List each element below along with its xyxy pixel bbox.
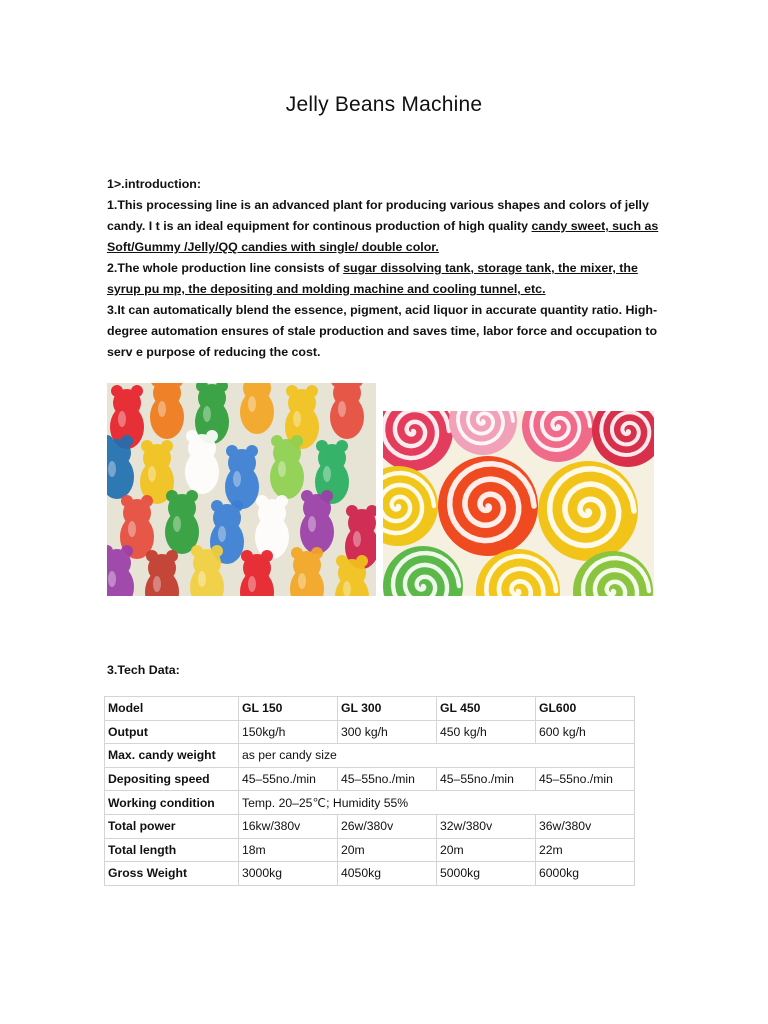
table-row (105, 767, 635, 791)
table-cell: Temp. 20–25℃; Humidity 55% (239, 791, 635, 815)
table-cell: GL 300 (338, 697, 437, 721)
intro-paragraph-3: 3.It can automatically blend the essence, pigment, acid liquor in accurate quantity ratio. High-degree automation ensures of stale production and saves time, labor force and occupation to serv e purpose of reducing the cost. (107, 303, 658, 359)
table-cell: Model (105, 697, 239, 721)
gummy-bear (185, 430, 219, 494)
gummy-bear (240, 383, 274, 434)
table-cell: 20m (338, 838, 437, 862)
table-row (105, 744, 635, 768)
gummy-bear (145, 550, 179, 596)
table-row (105, 814, 635, 838)
intro-paragraph-2 (107, 258, 667, 300)
table-cell: 300 kg/h (338, 720, 437, 744)
spiral-candy (438, 456, 538, 556)
table-cell: 5000kg (437, 862, 536, 886)
table-cell: 45–55no./min (536, 767, 635, 791)
table-cell: 20m (437, 838, 536, 862)
intro-p2-underlined: sugar dissolving tank, storage tank, the mixer, the syrup pu mp, the depositing and molding machine and cooling tunnel, etc. (107, 261, 638, 296)
table-cell: 150kg/h (239, 720, 338, 744)
intro-p2-text: 2.The whole production line consists of (107, 261, 344, 275)
introduction-heading: 1>.introduction: (107, 177, 201, 191)
table-row (105, 720, 635, 744)
gummy-bear (150, 383, 184, 439)
table-cell: 32w/380v (437, 814, 536, 838)
table-cell: 26w/380v (338, 814, 437, 838)
table-cell: GL 150 (239, 697, 338, 721)
spiral-candy (538, 461, 638, 561)
table-cell: Output (105, 720, 239, 744)
table-cell: Max. candy weight (105, 744, 239, 768)
document-title: Jelly Beans Machine (285, 93, 483, 116)
table-cell: Total length (105, 838, 239, 862)
table-cell: Depositing speed (105, 767, 239, 791)
gummy-bear (240, 550, 274, 596)
gummy-bear (255, 495, 289, 559)
gummy-bear (225, 445, 259, 509)
gummy-bear (270, 435, 304, 499)
table-cell: 4050kg (338, 862, 437, 886)
gummy-bear (165, 490, 199, 554)
table-cell: 450 kg/h (437, 720, 536, 744)
table-cell: GL 450 (437, 697, 536, 721)
table-cell: 45–55no./min (437, 767, 536, 791)
gummy-bear (290, 547, 324, 596)
table-cell: Gross Weight (105, 862, 239, 886)
table-cell: 45–55no./min (239, 767, 338, 791)
table-cell: 22m (536, 838, 635, 862)
spiral-candies-image (383, 411, 654, 596)
gummy-bear (107, 435, 134, 499)
gummy-bear (300, 490, 334, 554)
table-cell: 36w/380v (536, 814, 635, 838)
tech-data-heading: 3.Tech Data: (107, 663, 180, 677)
table-row (105, 862, 635, 886)
tech-data-table (104, 696, 635, 886)
intro-paragraph-1 (107, 195, 667, 258)
table-cell: 18m (239, 838, 338, 862)
table-cell: GL600 (536, 697, 635, 721)
gummy-bear (335, 555, 369, 596)
table-row (105, 838, 635, 862)
table-cell: 3000kg (239, 862, 338, 886)
intro-p1-underlined: candy sweet, such as Soft/Gummy /Jelly/QQ candies with single/ double color. (107, 219, 659, 254)
table-cell: Working condition (105, 791, 239, 815)
gummy-bears-image (107, 383, 376, 596)
introduction-section (107, 174, 667, 363)
table-cell: as per candy size (239, 744, 635, 768)
gummy-bear (330, 383, 364, 439)
table-cell: 6000kg (536, 862, 635, 886)
table-cell: 600 kg/h (536, 720, 635, 744)
table-cell: 45–55no./min (338, 767, 437, 791)
table-row (105, 791, 635, 815)
table-row (105, 697, 635, 721)
intro-p1-text: 1.This processing line is an advanced plant for producing various shapes and colors of jelly candy. I t is an ideal equipment for continous production of high quality (107, 198, 649, 233)
table-cell: 16kw/380v (239, 814, 338, 838)
table-cell: Total power (105, 814, 239, 838)
